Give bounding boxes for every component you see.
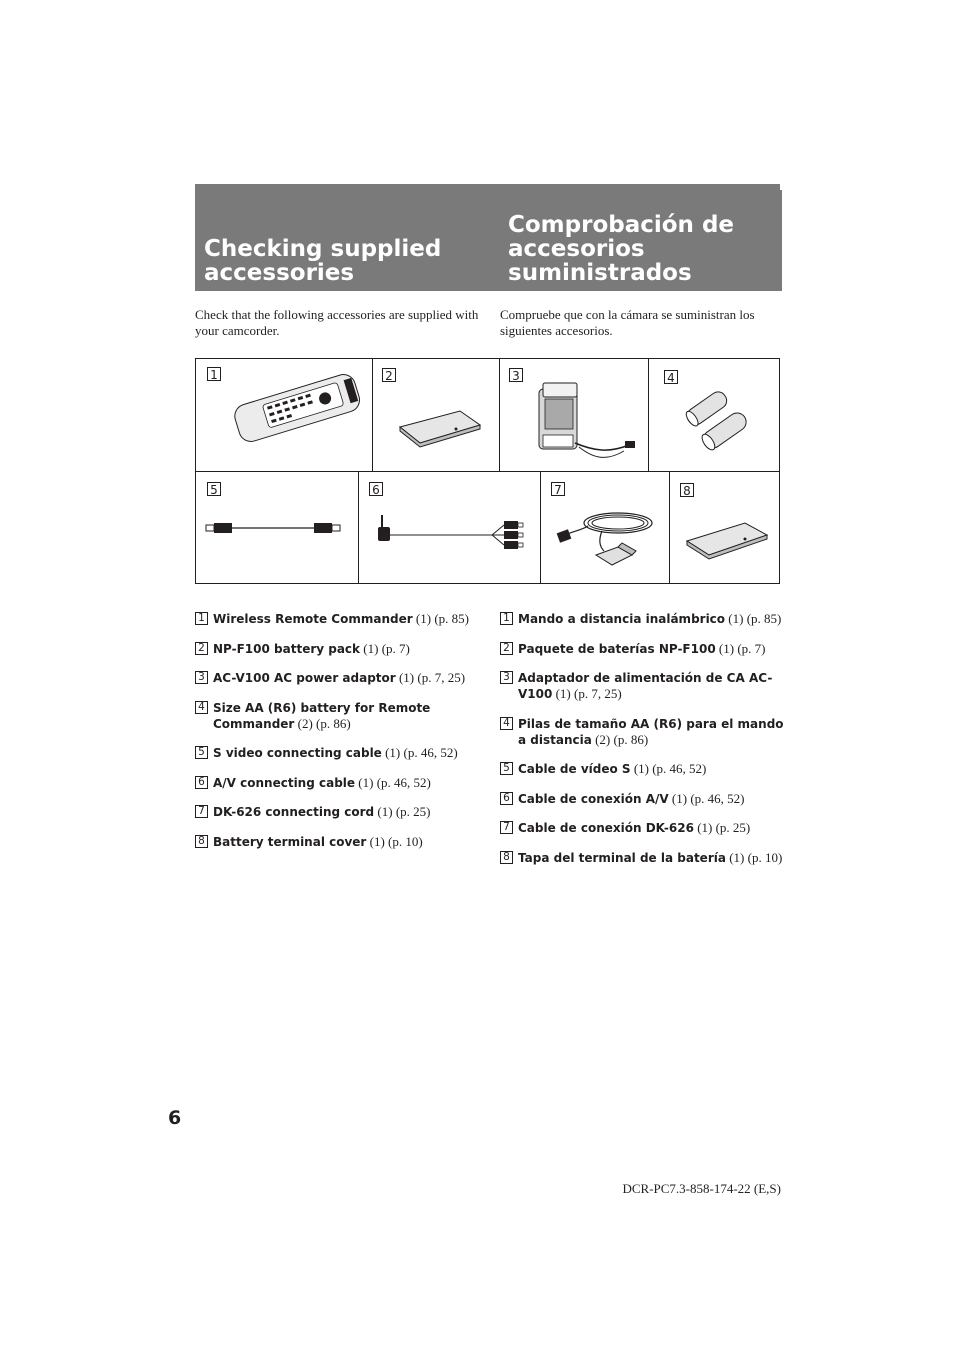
list-item: [195, 775, 485, 791]
list-item: [500, 791, 785, 807]
item-name: A/V connecting cable: [213, 775, 356, 790]
item-number: 2: [500, 642, 513, 655]
list-item: [500, 611, 785, 627]
item-name: Paquete de baterías NP-F100: [518, 641, 716, 656]
item-number: 4: [500, 717, 513, 730]
item-number: 3: [500, 671, 513, 684]
item-number: 3: [195, 671, 208, 684]
figure-cell-s-video-cable: [196, 471, 358, 584]
item-detail: (1) (p. 25): [374, 804, 431, 819]
item-number: 1: [500, 612, 513, 625]
item-detail: (2) (p. 86): [294, 715, 351, 731]
item-number: 5: [500, 762, 513, 775]
item-detail: (1) (p. 7, 25): [552, 686, 622, 701]
figure-number-8: 8: [680, 483, 694, 497]
list-item: [500, 716, 785, 748]
item-number: 4: [195, 701, 208, 714]
footer-model-code: DCR-PC7.3-858-174-22 (E,S): [622, 1181, 781, 1196]
list-item: [195, 834, 485, 850]
item-detail: (1) (p. 46, 52): [630, 761, 707, 776]
accessories-figure: [195, 358, 780, 584]
list-item: [500, 820, 785, 836]
item-name: Mando a distancia inalámbrico: [518, 612, 726, 626]
intro-english: Check that the following accessories are supplied with your camcorder.: [195, 307, 479, 338]
item-detail: (1) (p. 85): [412, 611, 469, 626]
list-item: [195, 700, 485, 732]
figure-number-2: 2: [382, 368, 396, 382]
item-number: 2: [195, 642, 208, 655]
list-item: [195, 641, 485, 657]
item-detail: (1) (p. 7, 25): [395, 670, 466, 685]
title-spanish: Comprobación de accesorios suministrados: [508, 212, 735, 286]
item-detail: (1) (p. 25): [693, 820, 751, 835]
figure-number-5: 5: [207, 482, 221, 496]
list-item: [500, 761, 785, 777]
remote-commander-illustration: [196, 359, 372, 471]
list-item: [195, 611, 485, 627]
accessory-list-english: [195, 611, 485, 863]
item-name: Wireless Remote Commander: [213, 612, 413, 626]
figure-number-7: 7: [551, 482, 565, 496]
item-detail: (1) (p. 7): [360, 640, 410, 656]
figure-number-1: 1: [207, 367, 221, 381]
item-number: 1: [195, 612, 208, 625]
intro-spanish: Compruebe que con la cámara se suministran los siguientes accesorios.: [500, 307, 755, 338]
title-english: Checking supplied accessories: [204, 236, 442, 286]
figure-number-3: 3: [509, 368, 523, 382]
list-item: [195, 804, 485, 820]
item-number: 7: [500, 821, 513, 834]
terminal-cover-illustration: [669, 471, 780, 584]
item-name: S video connecting cable: [213, 746, 382, 760]
figure-cell-av-cable: [358, 471, 540, 584]
s-video-cable-illustration: [196, 471, 358, 584]
item-name: Battery terminal cover: [213, 834, 367, 849]
battery-pack-illustration: [372, 359, 499, 471]
figure-cell-aa-batteries: [648, 359, 780, 471]
list-item: [500, 641, 785, 657]
figure-cell-ac-adaptor: [499, 359, 648, 471]
item-number: 7: [195, 805, 208, 818]
item-name: Cable de vídeo S: [518, 762, 631, 776]
header-tick: [780, 184, 782, 190]
figure-cell-terminal-cover: [669, 471, 780, 584]
item-name: Pilas de tamaño AA (R6) para el mando a distancia: [518, 716, 784, 747]
item-name: AC-V100 AC power adaptor: [213, 671, 396, 685]
figure-cell-remote: [196, 359, 372, 471]
list-item: [500, 850, 785, 866]
item-name: Cable de conexión A/V: [518, 791, 669, 806]
page-number: 6: [168, 1107, 182, 1129]
aa-batteries-illustration: [648, 359, 780, 471]
item-name: Adaptador de alimentación de CA AC-V100: [518, 671, 773, 701]
item-detail: (1) (p. 10): [725, 849, 783, 865]
av-cable-illustration: [358, 471, 540, 584]
dk626-cord-illustration: [540, 471, 669, 584]
item-detail: (1) (p. 10): [366, 833, 423, 849]
ac-adaptor-illustration: [499, 359, 648, 471]
item-name: Size AA (R6) battery for Remote Commander: [213, 700, 431, 731]
figure-cell-dk626-cord: [540, 471, 669, 584]
list-item: [195, 670, 485, 686]
item-number: 6: [195, 776, 208, 789]
item-detail: (1) (p. 7): [715, 640, 766, 656]
item-detail: (1) (p. 46, 52): [381, 745, 458, 760]
item-detail: (1) (p. 46, 52): [668, 790, 745, 806]
list-item: [195, 745, 485, 761]
item-detail: (1) (p. 85): [725, 611, 782, 626]
accessory-list-spanish: [500, 611, 785, 879]
item-name: Cable de conexión DK-626: [518, 821, 694, 835]
item-detail: (1) (p. 46, 52): [355, 774, 431, 790]
figure-cell-battery-pack: [372, 359, 499, 471]
list-item: [500, 670, 785, 702]
item-name: Tapa del terminal de la batería: [518, 850, 726, 865]
item-number: 8: [500, 851, 513, 864]
item-name: NP-F100 battery pack: [213, 641, 361, 656]
figure-number-4: 4: [664, 370, 678, 384]
item-number: 6: [500, 792, 513, 805]
figure-number-6: 6: [369, 482, 383, 496]
item-detail: (2) (p. 86): [591, 731, 649, 747]
item-number: 8: [195, 835, 208, 848]
item-name: DK-626 connecting cord: [213, 805, 375, 819]
section-header: [195, 184, 782, 291]
item-number: 5: [195, 746, 208, 759]
